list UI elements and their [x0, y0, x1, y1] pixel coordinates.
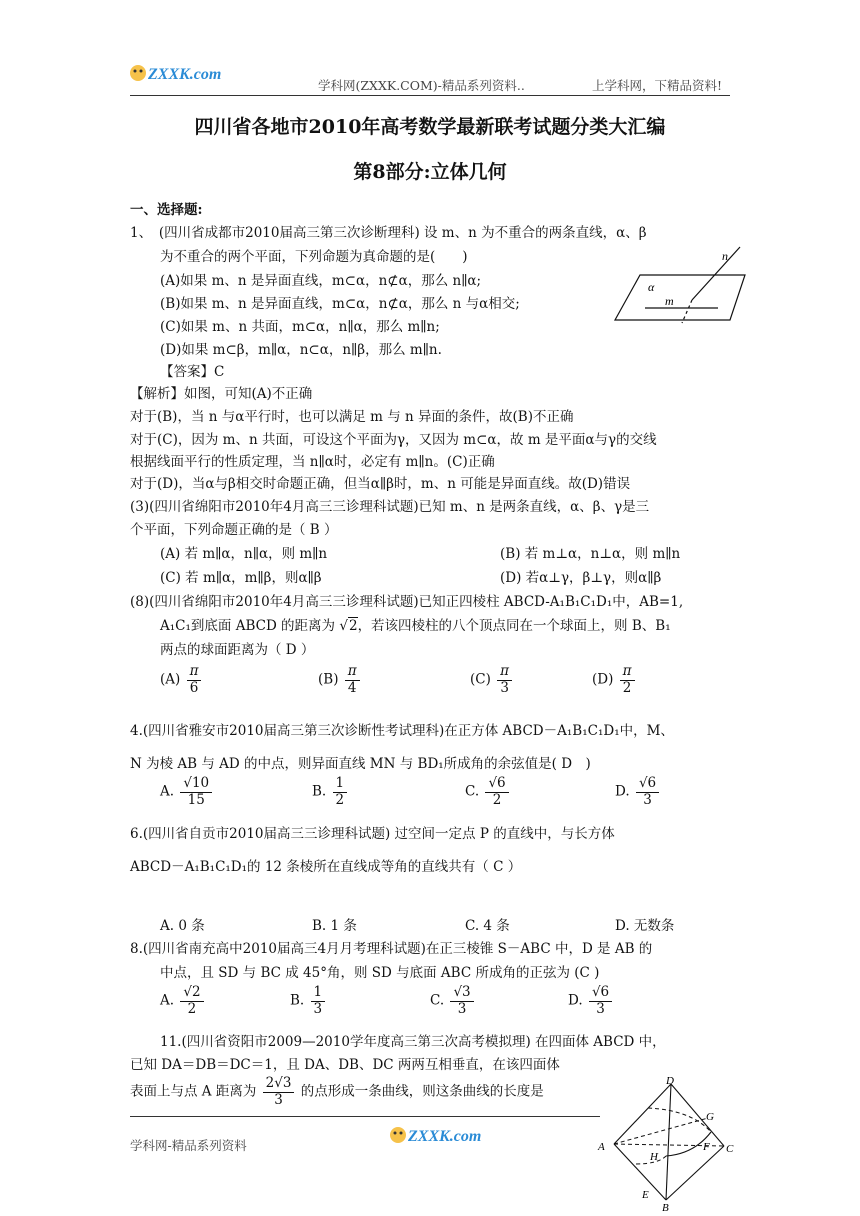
footer-logo [388, 1124, 488, 1150]
q1-explanation-1: 【解析】如图，可知(A)不正确 [130, 386, 313, 402]
q6-option-c: C. 4 条 [465, 918, 510, 934]
header-right-text: 上学科网，下精品资料! [592, 78, 723, 93]
q1-figure [610, 245, 750, 325]
q1-explanation-3: 对于(C)，因为 m、n 共面，可设这个平面为γ，又因为 m⊂α，故 m 是平面α与γ的交线 [130, 432, 657, 448]
q8b-option-a: A. $\frac{√2}{2}$ [160, 985, 206, 1017]
q8b-line2: 中点，且 SD 与 BC 成 45°角，则 SD 与底面 ABC 所成角的正弦为 (C ) [160, 965, 600, 981]
q1-explanation-4: 根据线面平行的性质定理，当 n∥α时，必定有 m∥n。(C)正确 [130, 454, 495, 470]
q4-option-d: D. $\frac{√6}{3}$ [615, 776, 661, 808]
q8b-option-b: B. $\frac{1}{3}$ [290, 985, 327, 1017]
q8b-line1: 8.(四川省南充高中2010届高三4月月考理科试题)在正三棱锥 S－ABC 中，D 是 AB 的 [130, 941, 653, 957]
q8a-option-d: (D) $\frac{\pi}{2}$ [592, 664, 637, 696]
q1-line2: 为不重合的两个平面，下列命题为真命题的是( ) [160, 249, 468, 265]
q1-option-c: (C)如果 m、n 共面，m⊂α，n∥α，那么 m∥n; [160, 319, 440, 335]
header-logo [128, 62, 228, 88]
q1-option-b: (B)如果 m、n 是异面直线，m⊂α，n⊄α，那么 n 与α相交; [160, 296, 520, 312]
svg-text:ZXXK.com: ZXXK.com [148, 66, 222, 83]
q8a-option-c: (C) $\frac{\pi}{3}$ [470, 664, 514, 696]
svg-text:α: α [648, 280, 655, 294]
q3-line1: (3)(四川省绵阳市2010年4月高三三诊理科试题)已知 m、n 是两条直线，α、β、γ是三 [130, 499, 650, 515]
q1-option-d: (D)如果 m⊂β，m∥α，n⊂α，n∥β，那么 m∥n. [160, 342, 442, 358]
q1-line1: 1、 (四川省成都市2010届高三第三次诊断理科) 设 m、n 为不重合的两条直线，α、β [130, 225, 647, 241]
q1-option-a: (A)如果 m、n 是异面直线，m⊂α，n⊄α，那么 n∥α; [160, 273, 482, 289]
q8a-option-a: (A) $\frac{\pi}{6}$ [160, 664, 203, 696]
q8b-option-c: C. $\frac{√3}{3}$ [430, 985, 476, 1017]
q11-tetrahedron-figure [596, 1072, 746, 1212]
q11-line1: 11.(四川省资阳市2009—2010学年度高三第三次高考模拟理) 在四面体 ABCD 中， [160, 1034, 666, 1050]
zxxk-footer-logo-icon [388, 1124, 488, 1146]
q8a-line2: A₁C₁到底面 ABCD 的距离为 √2，若该四棱柱的八个顶点同在一个球面上，则 B、B₁ [160, 618, 671, 634]
q4-line2: N 为棱 AB 与 AD 的中点，则异面直线 MN 与 BD₁所成角的余弦值是( D ) [130, 756, 591, 772]
q3-option-d: (D) 若α⊥γ，β⊥γ，则α∥β [500, 570, 662, 586]
q3-option-b: (B) 若 m⊥α，n⊥α，则 m∥n [500, 546, 681, 562]
section-heading: 一、选择题: [130, 202, 203, 218]
q4-option-a: A. $\frac{√10}{15}$ [160, 776, 214, 808]
q3-option-c: (C) 若 m∥α，m∥β，则α∥β [160, 570, 322, 586]
q6-option-d: D. 无数条 [615, 918, 675, 934]
q8b-option-d: D. $\frac{√6}{3}$ [568, 985, 614, 1017]
q11-line3: 表面上与点 A 距离为 $\frac{2√3}{3}$ 的点形成一条曲线，则这条曲线的长度是 [130, 1075, 544, 1108]
zxxk-logo-icon [128, 62, 228, 84]
q3-option-a: (A) 若 m∥α，n∥α，则 m∥n [160, 546, 328, 562]
q6-line1: 6.(四川省自贡市2010届高三三诊理科试题) 过空间一定点 P 的直线中，与长方体 [130, 826, 615, 842]
q1-explanation-2: 对于(B)，当 n 与α平行时，也可以满足 m 与 n 异面的条件，故(B)不正确 [130, 409, 574, 425]
svg-text:C: C [726, 1143, 734, 1155]
q3-line2: 个平面，下列命题正确的是（ B ） [130, 522, 338, 538]
q6-option-b: B. 1 条 [312, 918, 357, 934]
q4-line1: 4.(四川省雅安市2010届高三第三次诊断性考试理科)在正方体 ABCD－A₁B₁C₁D₁中，M、 [130, 723, 674, 739]
page-subtitle: 第8部分:立体几何 [353, 161, 507, 183]
q1-answer: 【答案】C [160, 364, 225, 380]
footer-rule [130, 1116, 600, 1117]
svg-text:H: H [650, 1151, 658, 1163]
page-title: 四川省各地市2010年高考数学最新联考试题分类大汇编 [194, 116, 666, 138]
header-center-text: 学科网(ZXXK.COM)-精品系列资料.. [318, 78, 525, 93]
svg-text:A: A [598, 1141, 605, 1153]
q8a-line1: (8)(四川省绵阳市2010年4月高三三诊理科试题)已知正四棱柱 ABCD-A₁B₁C₁D₁中，AB=1, [130, 594, 684, 610]
svg-text:B: B [662, 1202, 669, 1212]
q6-line2: ABCD－A₁B₁C₁D₁的 12 条棱所在直线成等角的直线共有（ C ） [130, 859, 522, 875]
svg-text:F: F [703, 1141, 710, 1153]
q8a-line3: 两点的球面距离为（ D ） [160, 642, 315, 658]
q4-option-b: B. $\frac{1}{2}$ [312, 776, 349, 808]
q11-line2: 已知 DA＝DB＝DC＝1，且 DA、DB、DC 两两互相垂直，在该四面体 [130, 1057, 560, 1073]
svg-text:G: G [706, 1111, 714, 1123]
q6-option-a: A. 0 条 [160, 918, 205, 934]
q1-explanation-5: 对于(D)，当α与β相交时命题正确，但当α∥β时，m、n 可能是异面直线。故(D)错误 [130, 476, 631, 492]
svg-text:D: D [666, 1075, 674, 1087]
q4-option-c: C. $\frac{√6}{2}$ [465, 776, 511, 808]
svg-text:ZXXK.com: ZXXK.com [408, 1128, 482, 1145]
svg-text:n: n [722, 249, 728, 263]
svg-text:E: E [642, 1189, 649, 1201]
svg-text:m: m [665, 294, 674, 308]
q8a-option-b: (B) $\frac{\pi}{4}$ [318, 664, 362, 696]
footer-left-text: 学科网-精品系列资料 [130, 1138, 247, 1153]
header-rule [130, 95, 730, 96]
